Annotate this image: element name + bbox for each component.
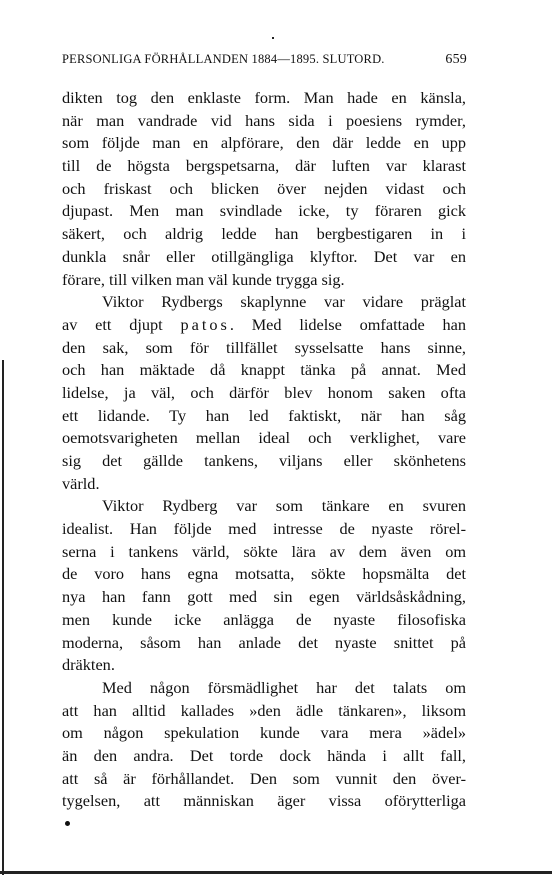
print-speck	[272, 37, 274, 39]
text-line: Med någon försmädlighet har det talats om	[102, 677, 466, 697]
text-line: förare, till vilken man väl kunde trygga sig.	[62, 269, 345, 289]
page-edge-left	[2, 360, 4, 875]
bullet-mark	[65, 821, 70, 826]
text-line: dräkten.	[62, 655, 115, 675]
body-text	[62, 87, 466, 813]
running-header	[62, 52, 467, 72]
text-line: till de högsta bergspetsarna, där luften var klarast	[62, 156, 466, 176]
page-number: 659	[445, 52, 467, 67]
text-line: de voro hans egna motsatta, sökte hopsmälta det	[62, 564, 466, 584]
text-line: att han alltid kallades »den ädle tänkaren», liksom	[62, 700, 466, 720]
text-line: lidelse, ja väl, och därför blev honom saken ofta	[62, 382, 466, 402]
text-line: ett lidande. Ty han led faktiskt, när han såg	[62, 405, 466, 425]
text-line: djupast. Men man svindlade icke, ty föraren gick	[62, 201, 466, 221]
text-line: moderna, såsom han anlade det nyaste snittet på	[62, 632, 466, 652]
text-line: den sak, som för tillfället sysselsatte hans sinne,	[62, 337, 466, 357]
text-segment: av ett djupt	[62, 314, 181, 334]
text-line: än den andra. Det torde dock hända i allt fall,	[62, 745, 466, 765]
text-line: Viktor Rydbergs skaplynne var vidare präglat	[102, 292, 466, 312]
text-line: serna i tankens värld, sökte lära av dem även om	[62, 541, 466, 561]
text-segment: . Med lidelse omfattade han	[229, 314, 466, 334]
text-line: men kunde icke anlägga de nyaste filosofiska	[62, 609, 466, 629]
text-line: nya han fann gott med sin egen världsåskådning,	[62, 587, 466, 607]
text-line: Viktor Rydberg var som tänkare en svuren	[102, 496, 466, 516]
text-line: idealist. Han följde med intresse de nyaste rörel-	[62, 519, 466, 539]
text-line: att så är förhållandet. Den som vunnit den över-	[62, 768, 466, 788]
text-line: och han mäktade då knappt tänka på annat. Med	[62, 360, 466, 380]
text-line: och friskast och blicken över nejden vidast och	[62, 178, 466, 198]
text-line: dikten tog den enklaste form. Man hade en känsla,	[62, 88, 466, 107]
text-line: när man vandrade vid hans sida i poesiens rymder,	[62, 110, 466, 130]
text-line: värld.	[62, 473, 100, 493]
text-line: oemotsvarigheten mellan ideal och verklighet, vare	[62, 428, 466, 448]
text-line: som följde man en alpförare, den där ledde en upp	[62, 133, 466, 153]
text-line: sig det gällde tankens, viljans eller skönhetens	[62, 451, 466, 470]
text-line: om någon spekulation kunde vara mera »ädel»	[62, 723, 466, 743]
emphasized-word: patos	[180, 314, 230, 334]
page-edge-bottom	[0, 871, 552, 874]
text-line: tygelsen, att människan äger vissa oförytterliga	[62, 791, 466, 811]
header-title: PERSONLIGA FÖRHÅLLANDEN 1884—1895. SLUTORD.	[62, 52, 385, 66]
text-line	[62, 314, 466, 337]
text-line: säkert, och aldrig ledde han bergbestigaren in i	[62, 224, 466, 244]
text-line: dunkla snår eller otillgängliga klyftor. Det var en	[62, 246, 466, 266]
